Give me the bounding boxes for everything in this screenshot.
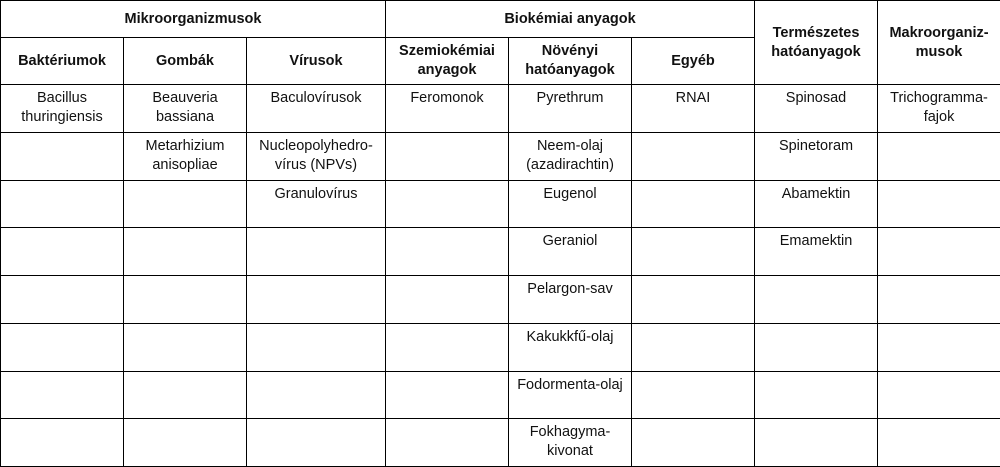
table-cell: Pyrethrum: [509, 85, 632, 133]
table-cell: Abamektin: [755, 180, 878, 228]
subheader-egyeb: Egyéb: [632, 38, 755, 85]
table-row: [1, 323, 1000, 371]
table-cell: [878, 132, 1000, 180]
table-cell: [386, 276, 509, 324]
table-cell: [632, 228, 755, 276]
table-cell: [755, 371, 878, 419]
table-cell: Spinosad: [755, 85, 878, 133]
table-cell: Granulovírus: [247, 180, 386, 228]
table-cell: Emamektin: [755, 228, 878, 276]
table-cell: Fodormenta-olaj: [509, 371, 632, 419]
table-cell: [124, 371, 247, 419]
table-row: [1, 419, 1000, 467]
table-cell: [1, 419, 124, 467]
table-cell: [632, 419, 755, 467]
table-cell: [124, 180, 247, 228]
table-row: [1, 228, 1000, 276]
table-cell: Fokhagyma- kivonat: [509, 419, 632, 467]
table-cell: [1, 180, 124, 228]
table-cell: [386, 323, 509, 371]
subheader-szemiokemiai-anyagok: Szemiokémiai anyagok: [386, 38, 509, 85]
table-cell: Bacillus thuringiensis: [1, 85, 124, 133]
table-cell: [247, 323, 386, 371]
table-cell: [247, 371, 386, 419]
table-cell: [247, 276, 386, 324]
header-biokemiai-anyagok: Biokémiai anyagok: [386, 1, 755, 38]
table-cell: [878, 371, 1000, 419]
table-cell: Spinetoram: [755, 132, 878, 180]
subheader-virusok: Vírusok: [247, 38, 386, 85]
table-cell: [386, 419, 509, 467]
table-cell: [632, 371, 755, 419]
table-cell: [124, 419, 247, 467]
table-cell: [1, 323, 124, 371]
table-row: [1, 180, 1000, 228]
table-row: [1, 276, 1000, 324]
table-cell: [386, 180, 509, 228]
table-cell: [247, 228, 386, 276]
table-cell: [632, 132, 755, 180]
table-cell: [124, 228, 247, 276]
table-cell: [755, 323, 878, 371]
table-cell: Kakukkfű-olaj: [509, 323, 632, 371]
table-cell: Beauveria bassiana: [124, 85, 247, 133]
table-row: [1, 371, 1000, 419]
header-row-groups: [1, 1, 1000, 38]
table-cell: [386, 132, 509, 180]
table-cell: [878, 419, 1000, 467]
header-mikroorganizmusok: Mikroorganizmusok: [1, 1, 386, 38]
subheader-novenyi-hatoanyagok: Növényi hatóanyagok: [509, 38, 632, 85]
table-cell: [247, 419, 386, 467]
table-cell: Neem-olaj (azadirachtin): [509, 132, 632, 180]
table-cell: [878, 323, 1000, 371]
table-cell: Metarhizium anisopliae: [124, 132, 247, 180]
subheader-bakteriumok: Baktériumok: [1, 38, 124, 85]
table-cell: [755, 276, 878, 324]
table-cell: [1, 132, 124, 180]
table-cell: [386, 371, 509, 419]
table-row: [1, 132, 1000, 180]
table-row: [1, 85, 1000, 133]
table-cell: [1, 276, 124, 324]
table-cell: [1, 371, 124, 419]
table-cell: Feromonok: [386, 85, 509, 133]
table-cell: Eugenol: [509, 180, 632, 228]
table-cell: RNAI: [632, 85, 755, 133]
table-cell: [878, 228, 1000, 276]
subheader-gombak: Gombák: [124, 38, 247, 85]
header-termeszetes-hatoanyagok: Természetes hatóanyagok: [755, 1, 878, 85]
table-cell: [878, 180, 1000, 228]
table-cell: [755, 419, 878, 467]
table-cell: [124, 276, 247, 324]
table-cell: [632, 323, 755, 371]
table-cell: Baculovírusok: [247, 85, 386, 133]
table-cell: [632, 276, 755, 324]
table-cell: Nucleopolyhedro- vírus (NPVs): [247, 132, 386, 180]
table-cell: [632, 180, 755, 228]
table-cell: Pelargon-sav: [509, 276, 632, 324]
table-cell: [878, 276, 1000, 324]
table-cell: [124, 323, 247, 371]
table-cell: [1, 228, 124, 276]
table-cell: Trichogramma- fajok: [878, 85, 1000, 133]
table-cell: [386, 228, 509, 276]
table-cell: Geraniol: [509, 228, 632, 276]
header-makroorganizmusok: Makroorganiz- musok: [878, 1, 1000, 85]
